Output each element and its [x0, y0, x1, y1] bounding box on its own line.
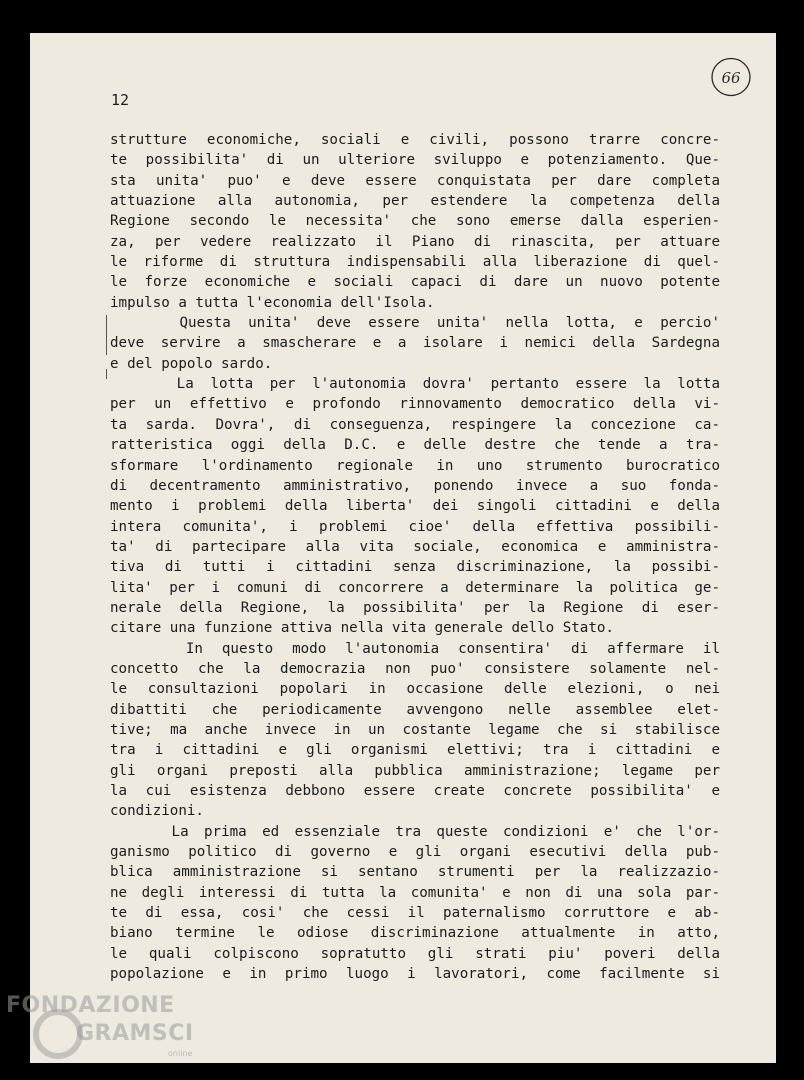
text-line: la cui esistenza debbono essere create concrete possibilita' e [110, 783, 720, 799]
text-line: gli organi preposti alla pubblica amministrazione; legame per [110, 762, 720, 779]
text-line: per un effettivo e profondo rinnovamento democratico della vi- [110, 396, 720, 413]
text-line: le consultazioni popolari in occasione delle elezioni, o nei [110, 681, 720, 698]
text-line: impulso a tutta l'economia dell'Isola. [110, 294, 435, 311]
text-line: Questa unita' deve essere unita' nella lotta, e percio' [110, 315, 720, 332]
text-line: condizioni. [110, 803, 204, 820]
text-line: dibattiti che periodicamente avvengono nelle assemblee elet- [110, 701, 720, 718]
text-line: biano termine le odiose discriminazione attualmente in atto, [110, 925, 720, 942]
text-line: intera comunita', i problemi cioe' della effettiva possibili- [110, 518, 720, 535]
text-line: sta unita' puo' e deve essere conquistata per dare completa [110, 172, 720, 189]
watermark-line1: FONDAZIONE [6, 993, 175, 1018]
document-page [30, 33, 776, 1063]
page-number: 12 [111, 91, 130, 109]
text-line: ganismo politico di governo e gli organi esecutivi della pub- [110, 844, 720, 861]
text-line: concetto che la democrazia non puo' consistere solamente nel- [110, 660, 720, 677]
margin-mark [106, 369, 107, 379]
text-line: tive; ma anche invece in un costante legame che si stabilisce [110, 721, 720, 738]
text-line: za, per vedere realizzato il Piano di rinascita, per attuare [110, 233, 720, 250]
text-line: te di essa, cosi' che cessi il paternalismo corruttore e ab- [110, 905, 720, 922]
text-line: ta' di partecipare alla vita sociale, economica e amministra- [110, 538, 720, 555]
text-line: tiva di tutti i cittadini senza discriminazione, la possibi- [110, 559, 720, 576]
text-line: citare una funzione attiva nella vita generale dello Stato. [110, 620, 614, 637]
watermark-g-ring [36, 1012, 80, 1056]
text-line: le forze economiche e sociali capaci di dare un nuovo potente [110, 274, 720, 291]
text-line: ratteristica oggi della D.C. e delle destre che tende a tra- [110, 437, 720, 454]
text-line: strutture economiche, sociali e civili, possono trarre concre- [110, 132, 720, 148]
text-line: ta sarda. Dovra', di conseguenza, respingere la concezione ca- [110, 416, 720, 433]
text-line: sformare l'ordinamento regionale in uno strumento burocratico [110, 457, 720, 474]
archive-number-stamp [709, 55, 753, 99]
text-line: te possibilita' di un ulteriore sviluppo e potenziamento. Que- [110, 152, 720, 169]
archive-number-text: 66 [721, 69, 741, 87]
text-line: lita' per i comuni di concorrere a determinare la politica ge- [110, 579, 720, 596]
text-line: le riforme di struttura indispensabili alla liberazione di quel- [110, 254, 720, 271]
text-line: La prima ed essenziale tra queste condizioni e' che l'or- [110, 823, 720, 840]
text-line: attuazione alla autonomia, per estendere la competenza della [110, 193, 720, 210]
watermark-sub: online [168, 1049, 193, 1058]
text-line: blica amministrazione si sentano strumenti per la realizzazio- [110, 864, 720, 881]
fondazione-gramsci-watermark [6, 990, 206, 1070]
text-line: e del popolo sardo. [110, 355, 273, 372]
text-line: In questo modo l'autonomia consentira' di affermare il [110, 640, 720, 657]
text-line: La lotta per l'autonomia dovra' pertanto essere la lotta [110, 376, 720, 393]
text-line: nerale della Regione, la possibilita' per la Regione di eser- [110, 599, 720, 616]
text-line: le quali colpiscono sopratutto gli strati piu' poveri della [110, 945, 720, 962]
text-line: di decentramento amministrativo, ponendo invece a suo fonda- [110, 477, 720, 494]
text-line: deve servire a smascherare e a isolare i nemici della Sardegna [110, 335, 720, 352]
text-line: Regione secondo le necessita' che sono emerse dalla esperien- [110, 213, 720, 230]
text-line: popolazione e in primo luogo i lavoratori, come facilmente si [110, 966, 720, 983]
body-text [110, 130, 720, 984]
text-line: ne degli interessi di tutta la comunita' e non di una sola par- [110, 884, 720, 901]
text-line: mento i problemi della liberta' dei singoli cittadini e della [110, 498, 720, 515]
watermark-line2: GRAMSCI [76, 1021, 194, 1046]
text-line: tra i cittadini e gli organismi elettivi; tra i cittadini e [110, 742, 720, 759]
margin-mark [106, 315, 107, 355]
